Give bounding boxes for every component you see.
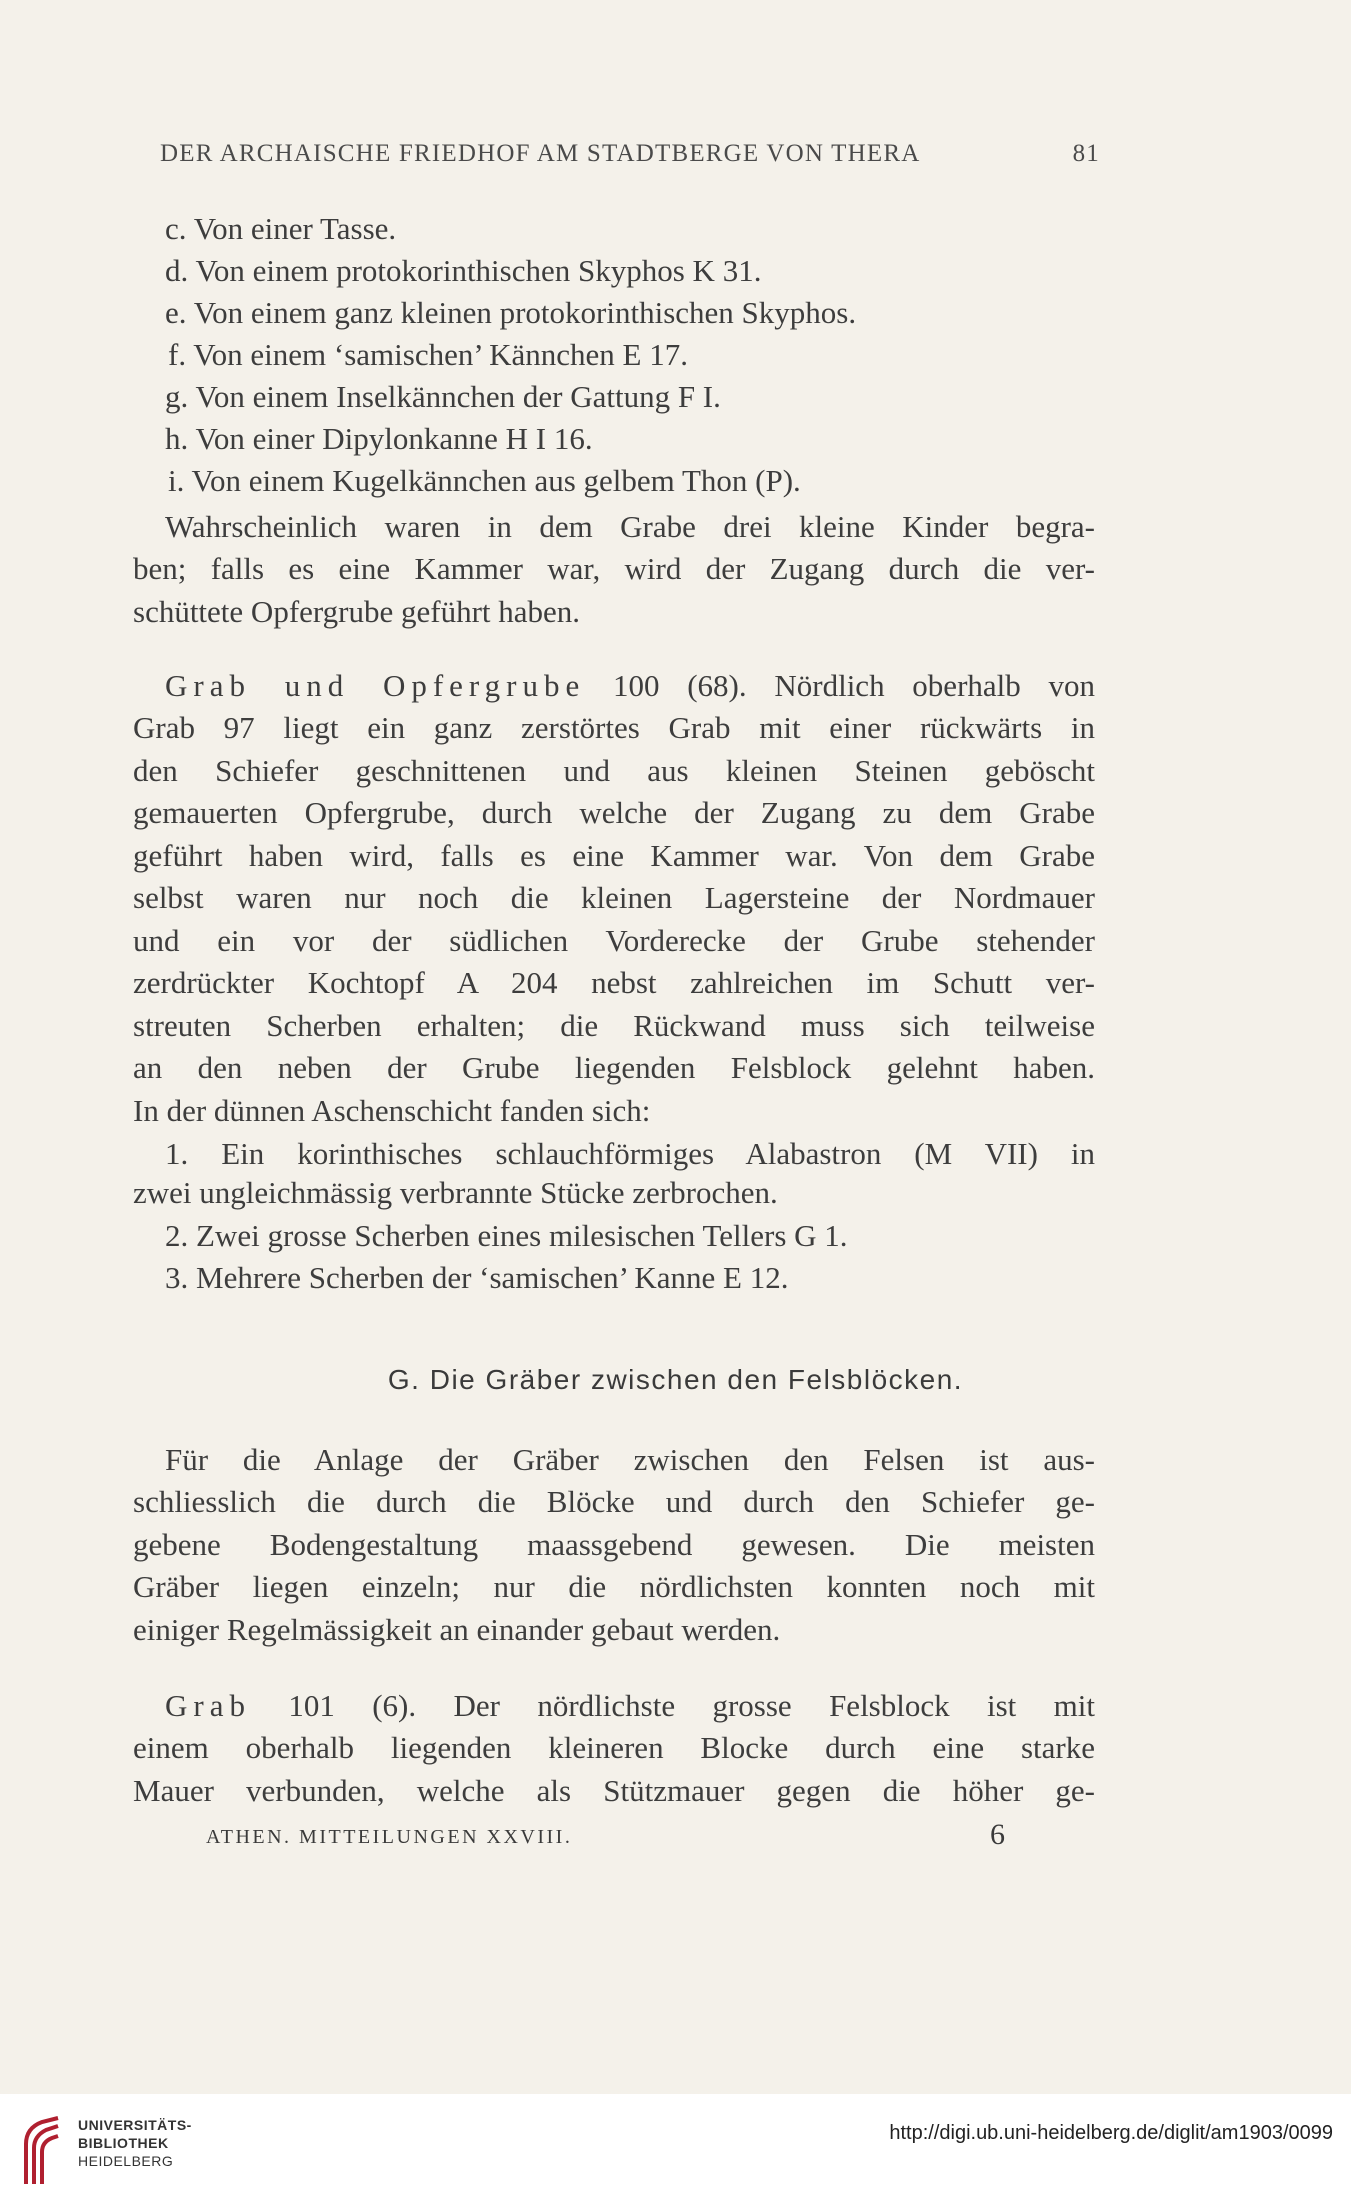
- list-item: c. Von einer Tasse.: [165, 211, 397, 246]
- list-item: e. Von einem ganz kleinen protokorinthischen Skyphos.: [165, 295, 857, 330]
- grave-label: Grab: [165, 1688, 251, 1723]
- list-item: d. Von einem protokorinthischen Skyphos K 31.: [165, 253, 762, 288]
- paragraph: [133, 1481, 1095, 1651]
- paragraph-line: Grab 97 liegt ein ganz zerstörtes Grab mit einer rückwärts in: [133, 710, 1095, 745]
- sheet-number: 6: [990, 1818, 1005, 1851]
- paragraph-line: schliesslich die durch die Blöcke und durch den Schiefer ge-: [133, 1484, 1095, 1519]
- paragraph-text: 100 (68). Nördlich oberhalb von: [585, 668, 1095, 703]
- list-item: i. Von einem Kugelkännchen aus gelbem Thon (P).: [168, 463, 801, 498]
- paragraph-line: einem oberhalb liegenden kleineren Blocke durch eine starke: [133, 1730, 1095, 1765]
- paragraph-line: gemauerten Opfergrube, durch welche der Zugang zu dem Grabe: [133, 795, 1095, 830]
- section-heading: G. Die Gräber zwischen den Felsblöcken.: [387, 1364, 964, 1395]
- paragraph-line: Wahrscheinlich waren in dem Grabe drei kleine Kinder begra-: [165, 509, 1095, 544]
- library-name: UNIVERSITÄTS- BIBLIOTHEK HEIDELBERG: [78, 2117, 192, 2169]
- paragraph-line: an den neben der Grube liegenden Felsblock gelehnt haben.: [133, 1050, 1095, 1085]
- paragraph-line: Für die Anlage der Gräber zwischen den Felsen ist aus-: [165, 1442, 1095, 1477]
- paragraph-line: streuten Scherben erhalten; die Rückwand muss sich teilweise: [133, 1007, 1095, 1043]
- paragraph-line: ben; falls es eine Kammer war, wird der Zugang durch die ver-: [133, 551, 1095, 586]
- paragraph-line: Mauer verbunden, welche als Stützmauer gegen die höher ge-: [133, 1772, 1095, 1808]
- paragraph-line: In der dünnen Aschenschicht fanden sich:: [133, 1092, 651, 1128]
- grave-label: Grab und Opfergrube: [165, 668, 586, 703]
- paragraph-line: [165, 665, 1095, 708]
- paragraph-line: zerdrückter Kochtopf A 204 nebst zahlreichen im Schutt ver-: [133, 965, 1095, 1000]
- paragraph: [133, 707, 1095, 1132]
- paragraph-line: und ein vor der südlichen Vorderecke der Grube stehender: [133, 922, 1095, 958]
- library-bar: [0, 2094, 1351, 2207]
- list-item: 3. Mehrere Scherben der ‘samischen’ Kanne E 12.: [165, 1260, 789, 1295]
- paragraph-line: einiger Regelmässigkeit an einander gebaut werden.: [133, 1611, 781, 1647]
- paragraph: [133, 1727, 1095, 1812]
- paragraph-text: 101 (6). Der nördlichste grosse Felsblock ist mit: [250, 1688, 1095, 1723]
- paragraph-line: geführt haben wird, falls es eine Kammer war. Von dem Grabe: [133, 837, 1095, 873]
- paragraph-line: den Schiefer geschnittenen und aus kleinen Steinen geböscht: [133, 752, 1095, 788]
- list-item-continuation: zwei ungleichmässig verbrannte Stücke zerbrochen.: [133, 1175, 778, 1210]
- paragraph-line: schüttete Opfergrube geführt haben.: [133, 593, 581, 629]
- paragraph-line: [165, 1685, 1095, 1728]
- permalink-url[interactable]: http://digi.ub.uni-heidelberg.de/diglit/am1903/0099: [889, 2122, 1333, 2144]
- list-item: h. Von einer Dipylonkanne H I 16.: [165, 421, 593, 456]
- page-number: 81: [1072, 140, 1100, 167]
- list-item: 2. Zwei grosse Scherben eines milesischen Tellers G 1.: [165, 1218, 848, 1253]
- paragraph: [133, 548, 1095, 633]
- printer-signature: ATHEN. MITTEILUNGEN XXVIII.: [206, 1826, 573, 1848]
- paragraph-line: Gräber liegen einzeln; nur die nördlichsten konnten noch mit: [133, 1569, 1095, 1604]
- paragraph-line: gebene Bodengestaltung maassgebend gewesen. Die meisten: [133, 1526, 1095, 1562]
- list-item: f. Von einem ‘samischen’ Kännchen E 17.: [168, 337, 688, 372]
- running-header: [160, 140, 1100, 168]
- running-title: DER ARCHAISCHE FRIEDHOF AM STADTBERGE VON THERA: [160, 140, 921, 167]
- list-item: g. Von einem Inselkännchen der Gattung F I.: [165, 379, 721, 414]
- library-logo-icon: [18, 2114, 66, 2190]
- paragraph-line: selbst waren nur noch die kleinen Lagersteine der Nordmauer: [133, 880, 1095, 915]
- list-item: 1. Ein korinthisches schlauchförmiges Alabastron (M VII) in: [165, 1136, 1095, 1171]
